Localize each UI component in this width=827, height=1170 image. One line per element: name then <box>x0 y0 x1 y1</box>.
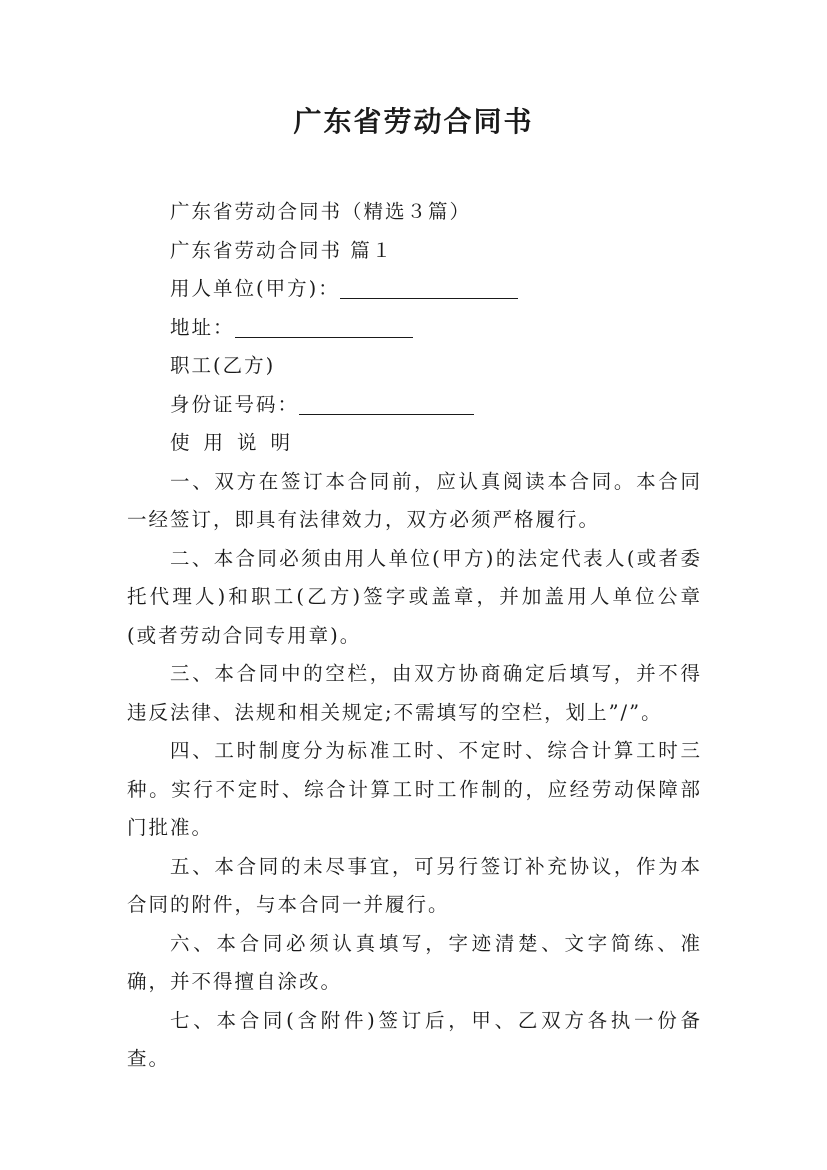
instruction-paragraph-5: 五、本合同的未尽事宜，可另行签订补充协议，作为本合同的附件，与本合同一并履行。 <box>127 854 702 916</box>
employee-label: 职工(乙方) <box>170 354 276 377</box>
document-subtitle: 广东省劳动合同书（精选３篇） <box>170 200 472 223</box>
instruction-paragraph-6: 六、本合同必须认真填写，字迹清楚、文字简练、准确，并不得擅自涂改。 <box>127 931 702 993</box>
instruction-paragraph-4: 四、工时制度分为标准工时、不定时、综合计算工时三种。实行不定时、综合计算工时工作制的，应经劳动保障部门批准。 <box>127 739 702 839</box>
instruction-paragraph-1: 一、双方在签订本合同前，应认真阅读本合同。本合同一经签订，即具有法律效力，双方必须严格履行。 <box>127 469 702 531</box>
instruction-paragraph-7: 七、本合同(含附件)签订后，甲、乙双方各执一份备查。 <box>127 1008 702 1070</box>
instruction-paragraph-2: 二、本合同必须由用人单位(甲方)的法定代表人(或者委托代理人)和职工(乙方)签字或盖章，并加盖用人单位公章(或者劳动合同专用章)。 <box>127 546 702 647</box>
document-title: 广东省劳动合同书 <box>293 105 534 138</box>
id-number-field <box>127 386 702 425</box>
employer-field <box>127 270 702 309</box>
address-field <box>127 309 702 348</box>
employer-label: 用人单位(甲方)： <box>170 277 340 300</box>
instruction-paragraph-3: 三、本合同中的空栏，由双方协商确定后填写，并不得违反法律、法规和相关规定;不需填写的空栏，划上”/”。 <box>127 662 702 724</box>
address-blank[interactable] <box>235 313 413 338</box>
employer-blank[interactable] <box>340 274 518 299</box>
employee-field <box>127 347 702 386</box>
document-body <box>127 193 702 1079</box>
instructions-heading: 使用说明 <box>170 431 305 454</box>
address-label: 地址： <box>170 315 235 339</box>
id-number-blank[interactable] <box>299 390 474 415</box>
section-heading: 广东省劳动合同书 篇１ <box>170 238 394 262</box>
id-number-label: 身份证号码： <box>170 392 300 416</box>
